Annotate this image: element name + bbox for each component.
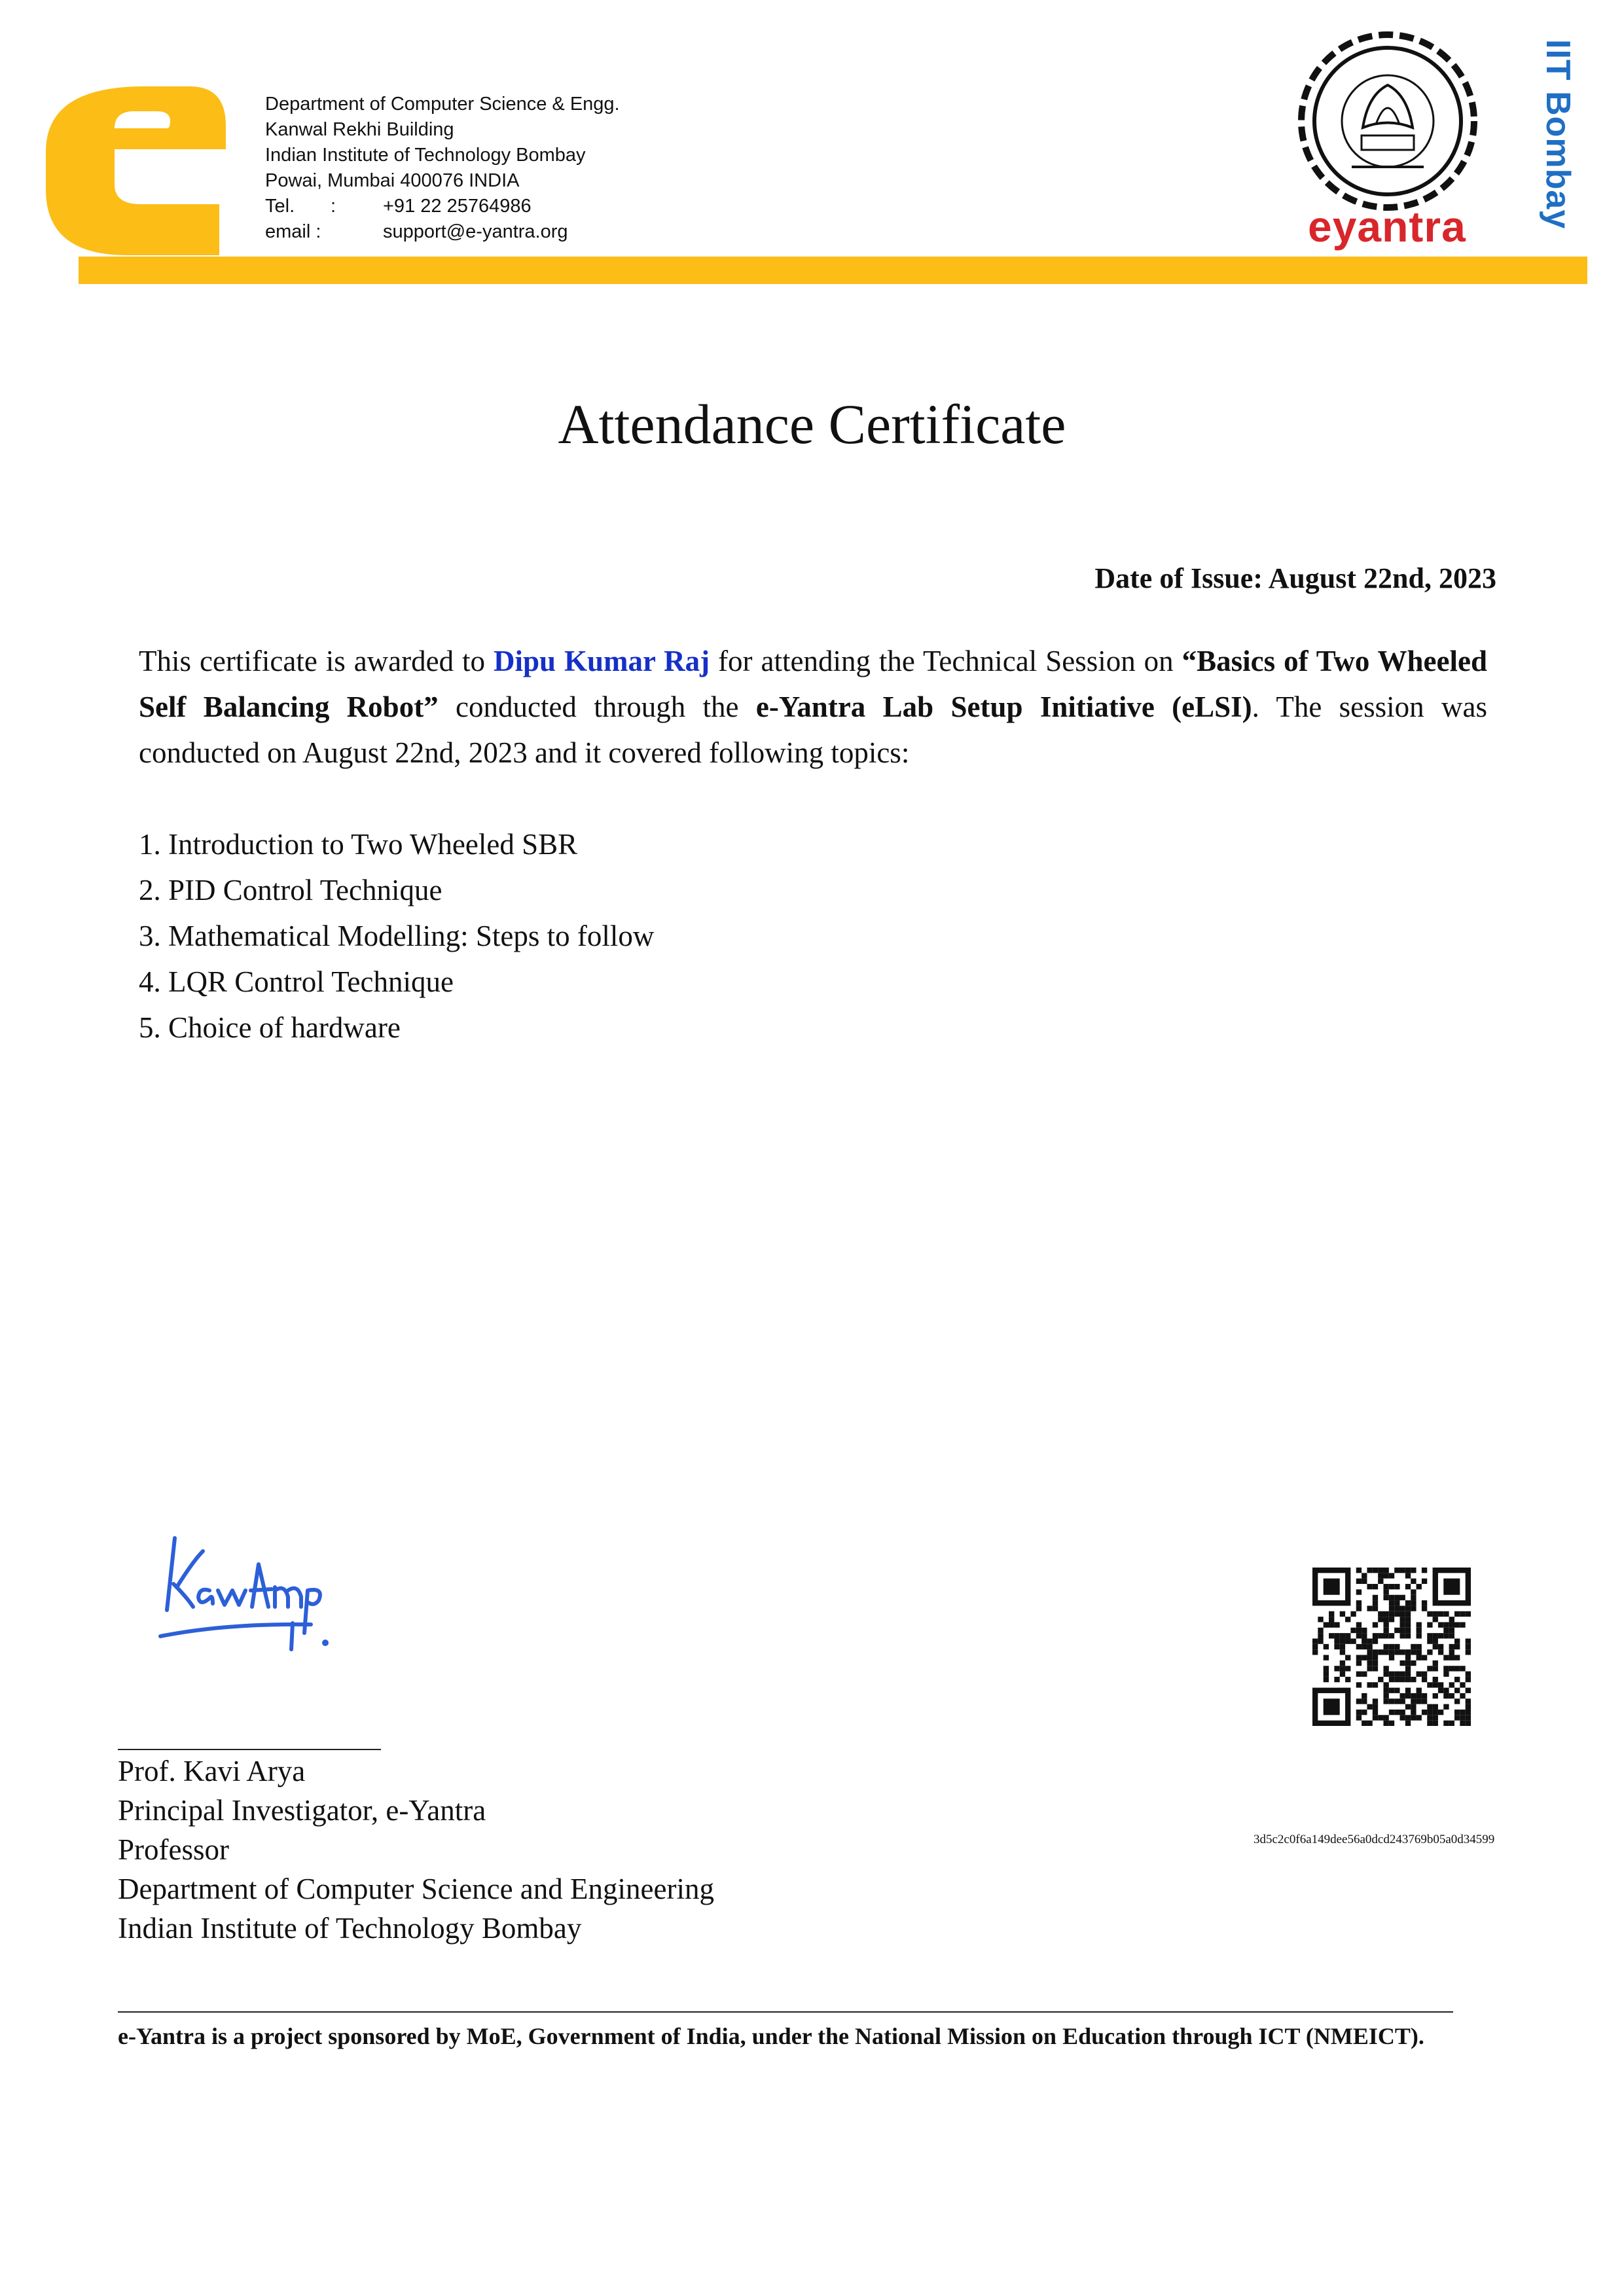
date-of-issue: Date of Issue: August 22nd, 2023	[1094, 562, 1496, 594]
sponsor-note: e-Yantra is a project sponsored by MoE, Government of India, under the National Mission on Education through ICT (NMEICT).	[118, 2023, 1424, 2049]
body-text: conducted through the	[438, 691, 756, 723]
handwritten-signature	[147, 1525, 370, 1676]
signatory-name: Prof. Kavi Arya	[118, 1755, 306, 1787]
eyantra-e-logo	[46, 86, 226, 255]
signatory-title: Principal Investigator, e-Yantra	[118, 1794, 486, 1827]
verification-hash: 3d5c2c0f6a149dee56a0dcd243769b05a0d34599	[1254, 1833, 1495, 1846]
iit-bombay-vertical-text: IIT Bombay	[1539, 39, 1577, 230]
address-line: Indian Institute of Technology Bombay	[265, 145, 586, 166]
recipient-name: Dipu Kumar Raj	[494, 645, 710, 677]
certificate-title: Attendance Certificate	[558, 393, 1066, 456]
body-text: This certificate is awarded to	[139, 645, 494, 677]
signatory-title: Department of Computer Science and Engineering	[118, 1873, 714, 1905]
body-text: for attending the Technical Session on	[710, 645, 1182, 677]
topic-item: 3. Mathematical Modelling: Steps to follow	[139, 920, 655, 952]
topics-list	[139, 821, 654, 1050]
verification-qr-code[interactable]	[1312, 1568, 1471, 1726]
eyantra-logo-text: eyantra	[1308, 202, 1466, 251]
email-label: email :	[265, 221, 321, 242]
topic-item: 1. Introduction to Two Wheeled SBR	[139, 828, 578, 861]
session-title: “Basics of Two Wheeled Self Balancing Robot”	[139, 645, 1487, 723]
signatory-title: Professor	[118, 1833, 229, 1866]
signature-line	[118, 1749, 381, 1750]
tel-separator: :	[331, 196, 336, 217]
tel-value: +91 22 25764986	[383, 196, 532, 217]
email-value[interactable]: support@e-yantra.org	[383, 221, 568, 242]
topic-item: 2. PID Control Technique	[139, 874, 442, 906]
email-row	[265, 219, 620, 245]
telephone-row	[265, 194, 620, 219]
tel-label: Tel.	[265, 196, 295, 217]
footer-divider	[118, 2011, 1453, 2013]
certificate-body	[139, 638, 1487, 776]
body-text: . The session was conducted on August 22nd, 2023 and it covered following topics:	[139, 691, 1487, 769]
address-line: Department of Computer Science & Engg.	[265, 94, 620, 115]
address-line: Kanwal Rekhi Building	[265, 119, 454, 140]
initiative-name: e-Yantra Lab Setup Initiative (eLSI)	[755, 691, 1252, 723]
topic-item: 5. Choice of hardware	[139, 1011, 401, 1044]
signatory-title: Indian Institute of Technology Bombay	[118, 1912, 582, 1945]
address-line: Powai, Mumbai 400076 INDIA	[265, 170, 520, 191]
topic-item: 4. LQR Control Technique	[139, 965, 454, 998]
institution-address	[265, 92, 620, 245]
iit-bombay-seal	[1301, 35, 1474, 207]
signatory-block	[118, 1751, 714, 1948]
